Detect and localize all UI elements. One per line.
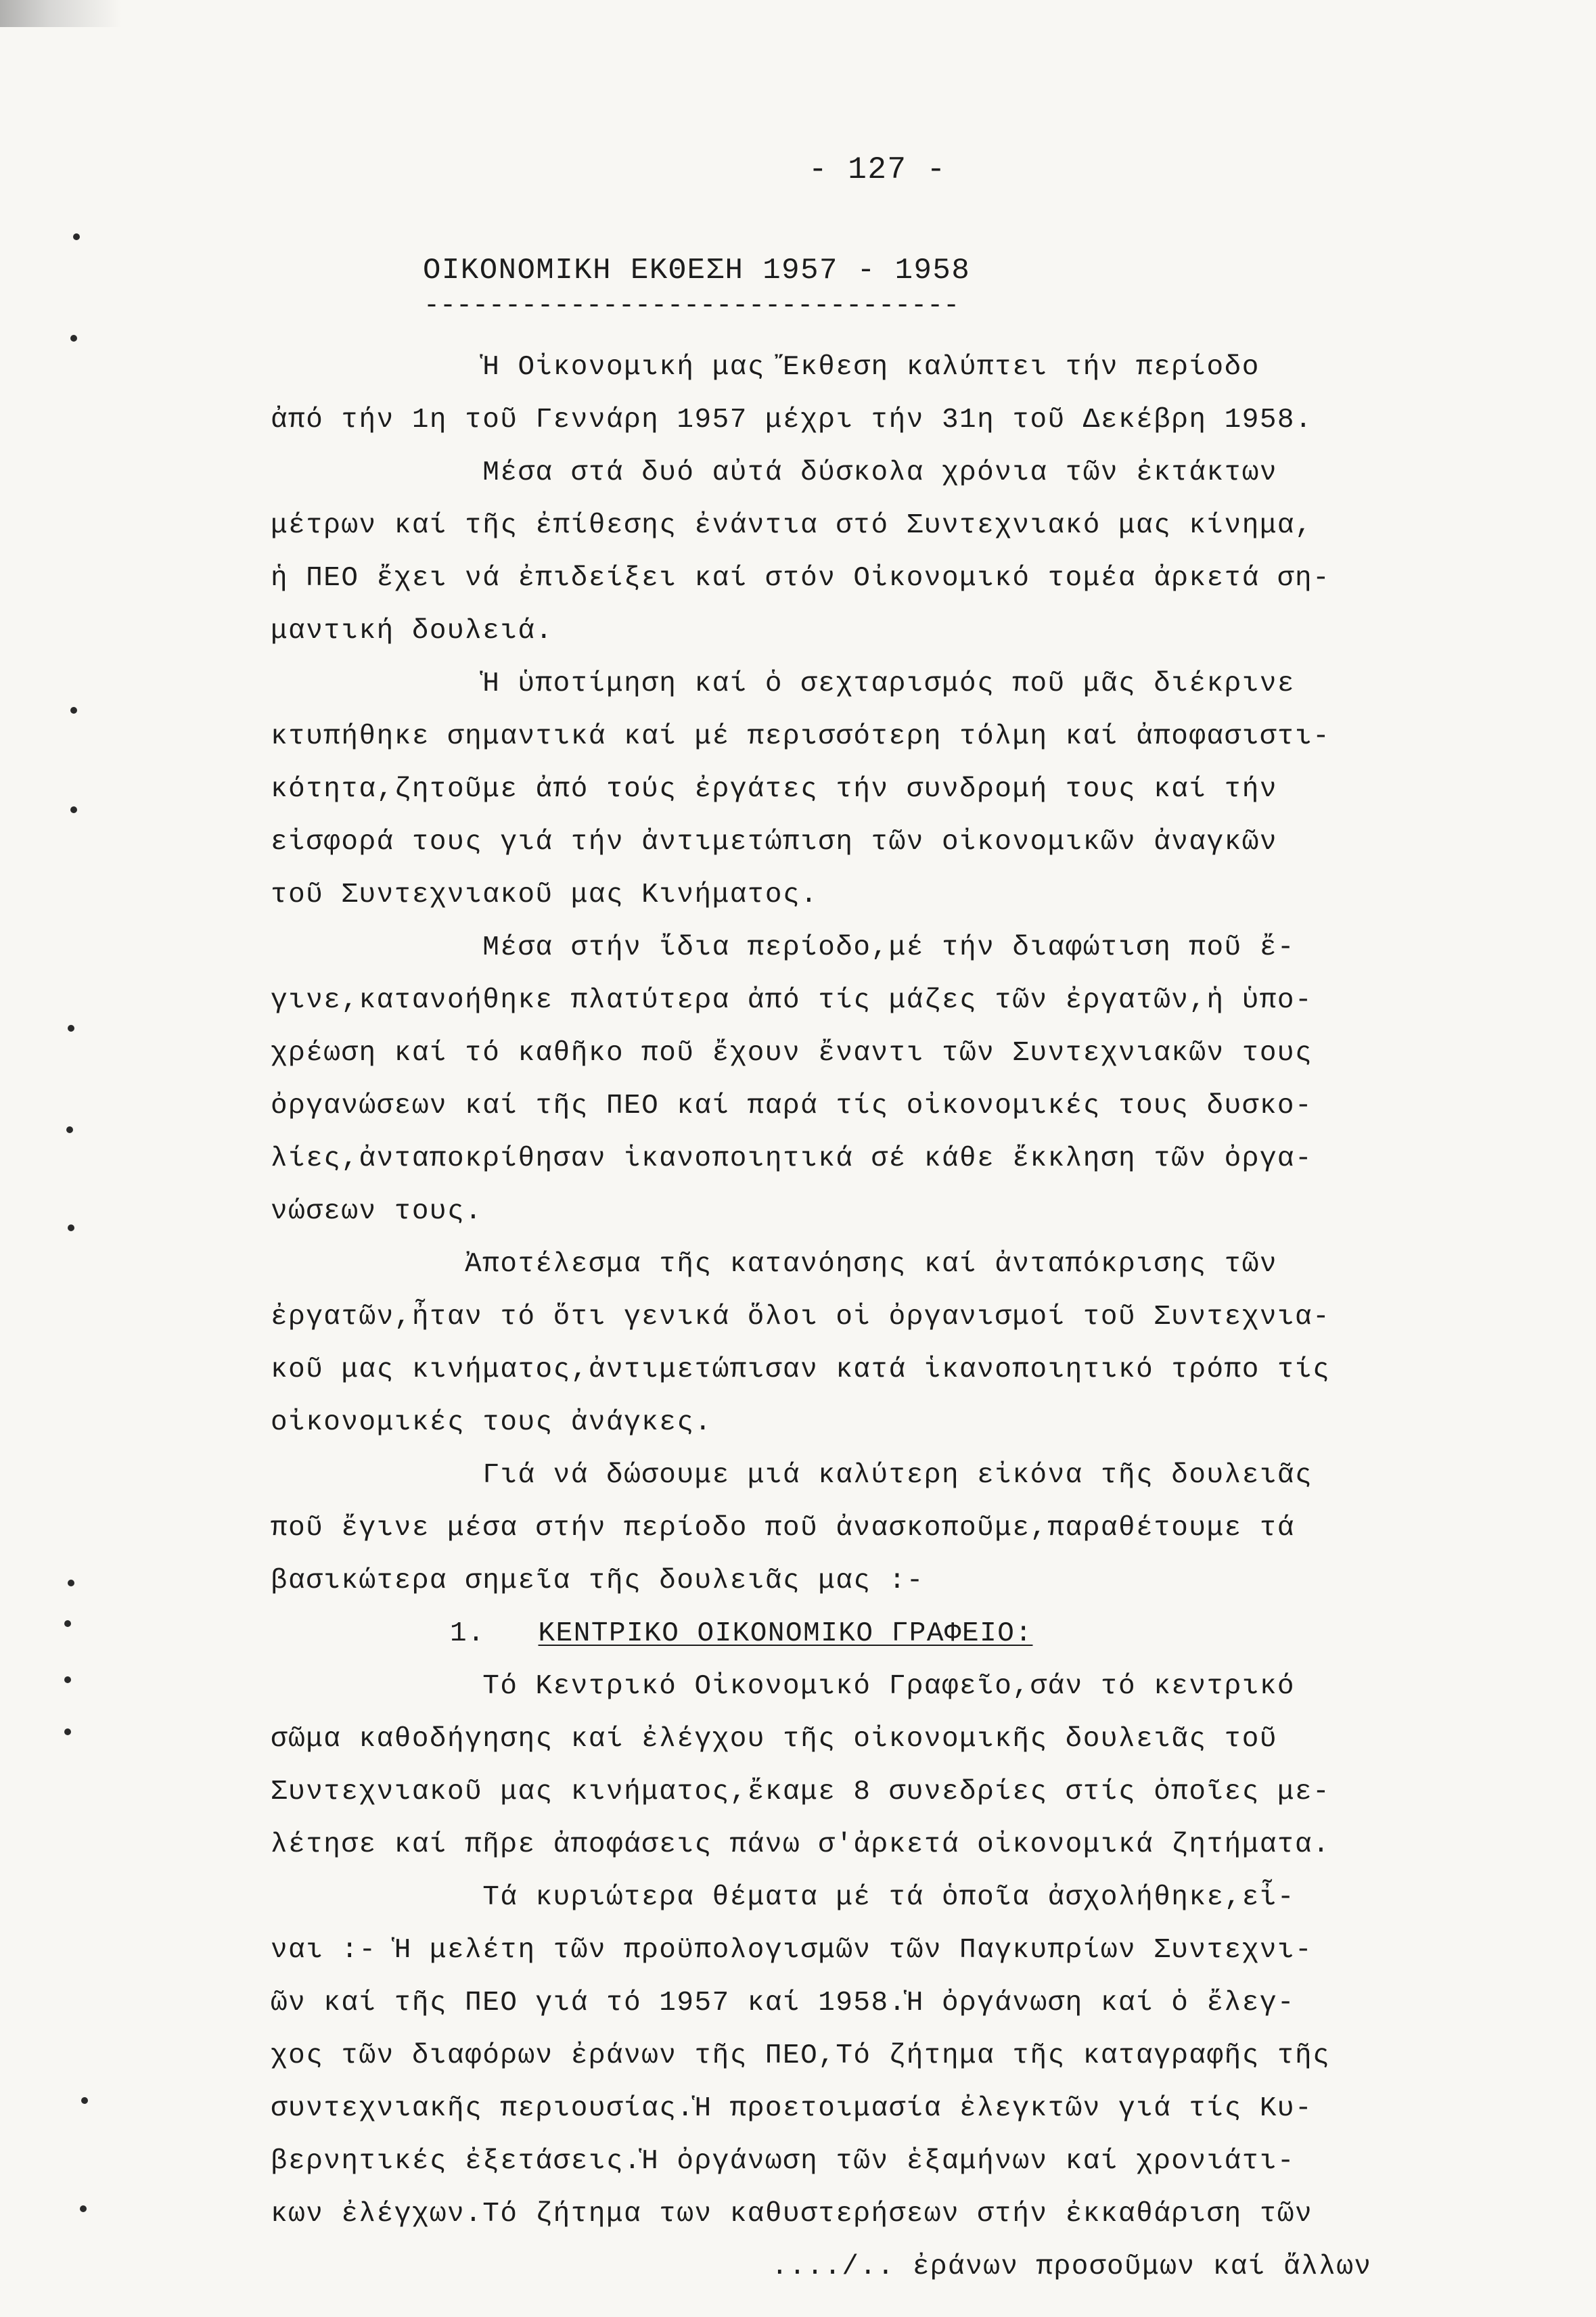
text-line: Γιά νά δώσουμε μιά καλύτερη εἰκόνα τῆς δουλειᾶς — [271, 1460, 1313, 1491]
scan-speck — [81, 2097, 88, 2104]
text-line: ἐργατῶν,ἦταν τό ὅτι γενικά ὅλοι οἱ ὀργανισμοί τοῦ Συντεχνια- — [271, 1302, 1331, 1333]
text-line: ποῦ ἔγινε μέσα στήν περίοδο ποῦ ἀνασκοποῦμε,παραθέτουμε τά — [271, 1513, 1296, 1544]
scan-speck — [68, 1224, 74, 1231]
text-line: ἡ ΠΕΟ ἔχει νά ἐπιδείξει καί στόν Οἰκονομικό τομέα ἀρκετά ση- — [271, 563, 1331, 594]
scan-speck — [73, 233, 80, 240]
text-line: λίες,ἀνταποκρίθησαν ἱκανοποιητικά σέ κάθε ἔκκληση τῶν ὀργα- — [271, 1143, 1313, 1174]
scan-speck — [70, 335, 77, 342]
text-line: Ἡ Οἰκονομική μας Ἔκθεση καλύπτει τήν περίοδο — [271, 352, 1260, 383]
scan-speck — [68, 1025, 74, 1032]
text-line: μαντική δουλειά. — [271, 616, 553, 647]
scan-speck — [66, 1126, 73, 1133]
text-line: εἰσφορά τους γιά τήν ἀντιμετώπιση τῶν οἰκονομικῶν ἀναγκῶν — [271, 827, 1277, 858]
text-line: Συντεχνιακοῦ μας κινήματος,ἔκαμε 8 συνεδρίες στίς ὁποῖες με- — [271, 1776, 1331, 1808]
text-line: Ἡ ὑποτίμηση καί ὁ σεχταρισμός ποῦ μᾶς διέκρινε — [271, 668, 1296, 699]
text-line: χρέωση καί τό καθῆκο ποῦ ἔχουν ἔναντι τῶν Συντεχνιακῶν τους — [271, 1038, 1313, 1069]
text-line: ἀπό τήν 1η τοῦ Γεννάρη 1957 μέχρι τήν 31η τοῦ Δεκέβρη 1958. — [271, 405, 1313, 436]
text-line: κοῦ μας κινήματος,ἀντιμετώπισαν κατά ἱκανοποιητικό τρόπο τίς — [271, 1354, 1331, 1385]
text-line: τοῦ Συντεχνιακοῦ μας Κινήματος. — [271, 879, 819, 911]
text-line: Τά κυριώτερα θέματα μέ τά ὁποῖα ἀσχολήθηκε,εἶ- — [271, 1882, 1296, 1913]
scan-speck — [64, 1676, 71, 1683]
section-number: 1. — [450, 1618, 486, 1649]
text-line: οἰκονομικές τους ἀνάγκες. — [271, 1407, 712, 1438]
text-line: κτυπήθηκε σημαντικά καί μέ περισσότερη τόλμη καί ἀποφασιστι- — [271, 721, 1331, 752]
text-line: ὀργανώσεων καί τῆς ΠΕΟ καί παρά τίς οἰκονομικές τους δυσκο- — [271, 1091, 1313, 1122]
page-title: ΟΙΚΟΝΟΜΙΚΗ ΕΚΘΕΣΗ 1957 - 1958 — [423, 254, 971, 288]
text-line: ῶν καί τῆς ΠΕΟ γιά τό 1957 καί 1958.Ἡ ὀργάνωση καί ὁ ἔλεγ- — [271, 1988, 1296, 2019]
text-line: Τό Κεντρικό Οἰκονομικό Γραφεῖο,σάν τό κεντρικό — [271, 1671, 1296, 1702]
text-line: συντεχνιακῆς περιουσίας.Ἡ προετοιμασία ἐλεγκτῶν γιά τίς Κυ- — [271, 2093, 1313, 2124]
page-number: - 127 - — [808, 152, 947, 187]
scan-speck — [68, 1580, 74, 1586]
text-line: μέτρων καί τῆς ἐπίθεσης ἐνάντια στό Συντεχνιακό μας κίνημα, — [271, 510, 1313, 541]
text-line: γινε,κατανοήθηκε πλατύτερα ἀπό τίς μάζες τῶν ἐργατῶν,ἡ ὑπο- — [271, 985, 1313, 1016]
section-title: ΚΕΝΤΡΙΚΟ ΟΙΚΟΝΟΜΙΚΟ ΓΡΑΦΕΙΟ: — [538, 1618, 1033, 1649]
scan-speck — [80, 2205, 87, 2212]
text-line: Μέσα στήν ἴδια περίοδο,μέ τήν διαφώτιση ποῦ ἔ- — [271, 932, 1296, 963]
text-line: σῶμα καθοδήγησης καί ἐλέγχου τῆς οἰκονομικῆς δουλειᾶς τοῦ — [271, 1724, 1277, 1755]
continuation-line: ..../.. ἐράνων προσοῦμων καί ἄλλων — [771, 2251, 1372, 2282]
text-line: νώσεων τους. — [271, 1196, 483, 1227]
text-line: κότητα,ζητοῦμε ἀπό τούς ἐργάτες τήν συνδρομή τους καί τήν — [271, 774, 1277, 805]
text-line: κων ἐλέγχων.Τό ζήτημα των καθυστερήσεων στήν ἐκκαθάριση τῶν — [271, 2199, 1313, 2230]
section-heading — [450, 1618, 1032, 1649]
text-line: λέτησε καί πῆρε ἀποφάσεις πάνω σ'ἀρκετά οἰκονομικά ζητήματα. — [271, 1829, 1331, 1860]
text-line: Μέσα στά δυό αὐτά δύσκολα χρόνια τῶν ἐκτάκτων — [271, 457, 1277, 488]
scan-speck — [64, 1620, 71, 1627]
text-line: Ἀποτέλεσμα τῆς κατανόησης καί ἀνταπόκρισης τῶν — [271, 1249, 1277, 1280]
text-line: βασικώτερα σημεῖα τῆς δουλειᾶς μας :- — [271, 1565, 924, 1597]
scan-noise — [0, 0, 122, 27]
text-line: ναι :- Ἡ μελέτη τῶν προϋπολογισμῶν τῶν Παγκυπρίων Συντεχνι- — [271, 1935, 1313, 1966]
scan-speck — [64, 1728, 71, 1735]
text-line: βερνητικές ἐξετάσεις.Ἡ ὀργάνωση τῶν ἑξαμήνων καί χρονιάτι- — [271, 2146, 1296, 2177]
title-underline: --------------------------------- — [424, 291, 960, 321]
scan-speck — [70, 707, 77, 714]
text-line: χος τῶν διαφόρων ἐράνων τῆς ΠΕΟ,Τό ζήτημα τῆς καταγραφῆς τῆς — [271, 2040, 1331, 2071]
scan-speck — [70, 806, 77, 813]
